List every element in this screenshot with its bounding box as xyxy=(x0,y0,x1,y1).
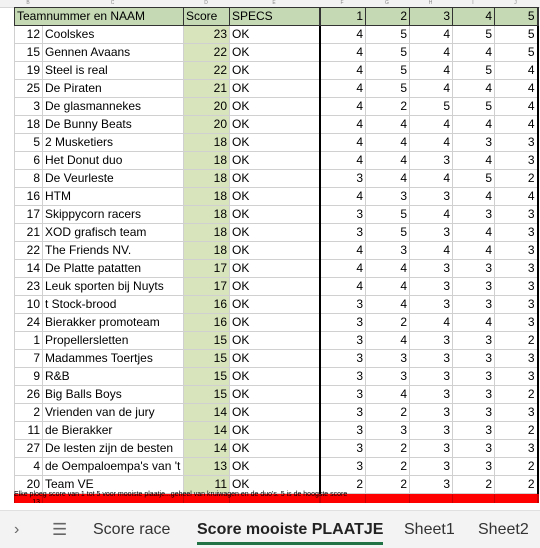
judge-score-cell[interactable]: 4 xyxy=(453,314,495,332)
judge-score-cell[interactable]: 3 xyxy=(453,278,495,296)
judge-score-cell[interactable]: 5 xyxy=(366,224,410,242)
judge-score-cell[interactable]: 3 xyxy=(453,260,495,278)
score-cell[interactable]: 17 xyxy=(184,278,230,296)
judge-score-cell[interactable]: 4 xyxy=(366,296,410,314)
column-letter[interactable]: B xyxy=(26,0,30,6)
judge-score-cell[interactable]: 4 xyxy=(366,332,410,350)
table-row xyxy=(15,26,538,44)
tab-score-race[interactable]: Score race xyxy=(93,521,171,538)
judge-score-cell[interactable]: 4 xyxy=(495,80,538,98)
judge-score-cell[interactable]: 4 xyxy=(495,188,538,206)
judge-score-cell[interactable]: 4 xyxy=(366,152,410,170)
table-row xyxy=(15,98,538,116)
table-row xyxy=(15,80,538,98)
team-name-cell[interactable]: t Stock-brood xyxy=(43,296,184,314)
specs-cell[interactable]: OK xyxy=(230,80,320,98)
judge-score-cell[interactable]: 3 xyxy=(320,422,366,440)
judge-score-cell[interactable]: 3 xyxy=(495,152,538,170)
column-letter[interactable]: F xyxy=(340,0,344,6)
judge-score-cell[interactable]: 4 xyxy=(453,44,495,62)
judge-score-cell[interactable]: 4 xyxy=(453,152,495,170)
team-name-cell[interactable]: Het Donut duo xyxy=(43,152,184,170)
judge-score-cell[interactable]: 2 xyxy=(366,404,410,422)
judge-score-cell[interactable]: 3 xyxy=(410,458,453,476)
judge-score-cell[interactable]: 3 xyxy=(453,134,495,152)
score-cell[interactable]: 18 xyxy=(184,242,230,260)
red-row-number[interactable]: 13 xyxy=(15,494,43,504)
judge-score-cell[interactable]: 3 xyxy=(320,332,366,350)
score-cell[interactable]: 15 xyxy=(184,386,230,404)
red-row-cell[interactable] xyxy=(410,494,453,504)
judge-score-cell[interactable]: 4 xyxy=(410,62,453,80)
judge-header-5[interactable]: 5 xyxy=(495,8,538,26)
table-row xyxy=(15,260,538,278)
judge-score-cell[interactable]: 3 xyxy=(320,404,366,422)
judge-score-cell[interactable]: 4 xyxy=(366,386,410,404)
score-cell[interactable]: 20 xyxy=(184,116,230,134)
judge-score-cell[interactable]: 3 xyxy=(410,278,453,296)
score-cell[interactable]: 16 xyxy=(184,296,230,314)
team-name-cell[interactable]: Coolskes xyxy=(43,26,184,44)
judge-score-cell[interactable]: 4 xyxy=(453,116,495,134)
judge-header-1[interactable]: 1 xyxy=(320,8,366,26)
column-letter[interactable]: C xyxy=(110,0,115,6)
judge-score-cell[interactable]: 5 xyxy=(366,44,410,62)
judge-score-cell[interactable]: 4 xyxy=(410,242,453,260)
team-number-cell[interactable]: 2 xyxy=(15,404,43,422)
specs-cell[interactable]: OK xyxy=(230,152,320,170)
specs-cell[interactable]: OK xyxy=(230,314,320,332)
judge-score-cell[interactable]: 2 xyxy=(495,170,538,188)
judge-score-cell[interactable]: 4 xyxy=(453,242,495,260)
judge-score-cell[interactable]: 3 xyxy=(320,296,366,314)
judge-score-cell[interactable]: 3 xyxy=(366,242,410,260)
judge-score-cell[interactable]: 3 xyxy=(453,386,495,404)
judge-score-cell[interactable]: 4 xyxy=(495,62,538,80)
team-number-cell[interactable]: 5 xyxy=(15,134,43,152)
judge-score-cell[interactable]: 3 xyxy=(410,476,453,494)
judge-score-cell[interactable]: 4 xyxy=(495,116,538,134)
team-number-cell[interactable]: 21 xyxy=(15,224,43,242)
team-name-cell[interactable]: R&B xyxy=(43,368,184,386)
specs-cell[interactable]: OK xyxy=(230,116,320,134)
team-name-cell[interactable]: The Friends NV. xyxy=(43,242,184,260)
team-name-cell[interactable]: De Veurleste xyxy=(43,170,184,188)
team-number-cell[interactable]: 8 xyxy=(15,170,43,188)
table-row xyxy=(15,206,538,224)
judge-score-cell[interactable]: 4 xyxy=(320,260,366,278)
judge-score-cell[interactable]: 2 xyxy=(495,476,538,494)
judge-score-cell[interactable]: 3 xyxy=(366,422,410,440)
team-name-cell[interactable]: de Bierakker xyxy=(43,422,184,440)
judge-score-cell[interactable]: 4 xyxy=(495,98,538,116)
judge-score-cell[interactable]: 4 xyxy=(320,98,366,116)
judge-score-cell[interactable]: 4 xyxy=(366,134,410,152)
specs-cell[interactable]: OK xyxy=(230,170,320,188)
judge-score-cell[interactable]: 3 xyxy=(410,404,453,422)
specs-cell[interactable]: OK xyxy=(230,62,320,80)
table-row xyxy=(15,278,538,296)
judge-score-cell[interactable]: 4 xyxy=(410,170,453,188)
team-number-cell[interactable]: 20 xyxy=(15,476,43,494)
team-name-cell[interactable]: 2 Musketiers xyxy=(43,134,184,152)
score-cell[interactable]: 18 xyxy=(184,224,230,242)
judge-score-cell[interactable]: 3 xyxy=(453,422,495,440)
judge-score-cell[interactable]: 5 xyxy=(366,26,410,44)
score-cell[interactable]: 13 xyxy=(184,458,230,476)
team-number-cell[interactable]: 1 xyxy=(15,332,43,350)
team-number-cell[interactable]: 26 xyxy=(15,386,43,404)
judge-score-cell[interactable]: 4 xyxy=(320,188,366,206)
team-name-cell[interactable]: HTM xyxy=(43,188,184,206)
table-row xyxy=(15,152,538,170)
judge-score-cell[interactable]: 4 xyxy=(320,242,366,260)
judge-score-cell[interactable]: 3 xyxy=(453,440,495,458)
score-cell[interactable]: 22 xyxy=(184,62,230,80)
team-name-cell[interactable]: Gennen Avaans xyxy=(43,44,184,62)
judge-score-cell[interactable]: 3 xyxy=(453,332,495,350)
column-letter[interactable]: J xyxy=(514,0,517,6)
judge-score-cell[interactable]: 4 xyxy=(410,134,453,152)
judge-score-cell[interactable]: 3 xyxy=(495,134,538,152)
red-row-cell[interactable] xyxy=(366,494,410,504)
judge-score-cell[interactable]: 4 xyxy=(453,80,495,98)
judge-score-cell[interactable]: 3 xyxy=(453,296,495,314)
judge-score-cell[interactable]: 3 xyxy=(453,206,495,224)
judge-score-cell[interactable]: 4 xyxy=(410,26,453,44)
specs-cell[interactable]: OK xyxy=(230,98,320,116)
judge-score-cell[interactable]: 4 xyxy=(410,44,453,62)
score-cell[interactable]: 18 xyxy=(184,188,230,206)
judge-score-cell[interactable]: 3 xyxy=(410,260,453,278)
judge-score-cell[interactable]: 3 xyxy=(495,278,538,296)
team-number-cell[interactable]: 17 xyxy=(15,206,43,224)
table-row xyxy=(15,440,538,458)
judge-score-cell[interactable]: 3 xyxy=(320,314,366,332)
judge-score-cell[interactable]: 4 xyxy=(410,116,453,134)
judge-score-cell[interactable]: 5 xyxy=(366,62,410,80)
table-row xyxy=(15,188,538,206)
column-letter[interactable]: D xyxy=(204,0,208,6)
team-name-cell[interactable]: Leuk sporten bij Nuyts xyxy=(43,278,184,296)
judge-score-cell[interactable]: 2 xyxy=(366,476,410,494)
team-number-cell[interactable]: 23 xyxy=(15,278,43,296)
team-name-cell[interactable]: De Platte patatten xyxy=(43,260,184,278)
table-row xyxy=(15,404,538,422)
judge-score-cell[interactable]: 3 xyxy=(495,404,538,422)
table-row xyxy=(15,170,538,188)
judge-score-cell[interactable]: 3 xyxy=(410,224,453,242)
specs-cell[interactable]: OK xyxy=(230,242,320,260)
judge-score-cell[interactable]: 3 xyxy=(320,206,366,224)
score-cell[interactable]: 15 xyxy=(184,368,230,386)
team-number-cell[interactable]: 18 xyxy=(15,116,43,134)
judge-score-cell[interactable]: 3 xyxy=(320,170,366,188)
judge-score-cell[interactable]: 5 xyxy=(366,206,410,224)
specs-cell[interactable]: OK xyxy=(230,386,320,404)
score-cell[interactable]: 14 xyxy=(184,440,230,458)
team-name-cell[interactable]: Steel is real xyxy=(43,62,184,80)
score-cell[interactable]: 11 xyxy=(184,476,230,494)
score-cell[interactable]: 18 xyxy=(184,152,230,170)
judge-score-cell[interactable]: 4 xyxy=(453,188,495,206)
judge-score-cell[interactable]: 3 xyxy=(495,242,538,260)
judge-score-cell[interactable]: 3 xyxy=(320,458,366,476)
team-number-cell[interactable]: 12 xyxy=(15,26,43,44)
judge-score-cell[interactable]: 5 xyxy=(453,98,495,116)
column-letter[interactable]: G xyxy=(385,0,389,6)
table-row xyxy=(15,386,538,404)
score-cell[interactable]: 14 xyxy=(184,422,230,440)
judge-score-cell[interactable]: 5 xyxy=(366,80,410,98)
score-cell[interactable]: 17 xyxy=(184,260,230,278)
header-row xyxy=(15,8,538,26)
table-row xyxy=(15,224,538,242)
score-header[interactable]: Score xyxy=(184,8,230,26)
specs-cell[interactable]: OK xyxy=(230,368,320,386)
table-row xyxy=(15,44,538,62)
table-row xyxy=(15,422,538,440)
team-name-cell[interactable]: Skippycorn racers xyxy=(43,206,184,224)
red-row-cell[interactable] xyxy=(495,494,538,504)
judge-score-cell[interactable]: 4 xyxy=(320,152,366,170)
judge-score-cell[interactable]: 3 xyxy=(320,440,366,458)
judge-score-cell[interactable]: 2 xyxy=(366,314,410,332)
team-name-cell[interactable]: De Piraten xyxy=(43,80,184,98)
specs-cell[interactable]: OK xyxy=(230,332,320,350)
judge-score-cell[interactable]: 3 xyxy=(366,368,410,386)
team-name-cell[interactable]: Team VE xyxy=(43,476,184,494)
judge-score-cell[interactable]: 4 xyxy=(366,116,410,134)
table-row xyxy=(15,332,538,350)
judge-score-cell[interactable]: 3 xyxy=(366,350,410,368)
judge-score-cell[interactable]: 3 xyxy=(410,368,453,386)
column-letter[interactable]: E xyxy=(272,0,276,6)
judge-score-cell[interactable]: 2 xyxy=(366,98,410,116)
judge-score-cell[interactable]: 4 xyxy=(410,80,453,98)
judge-score-cell[interactable]: 2 xyxy=(453,476,495,494)
team-name-cell[interactable]: De lesten zijn de besten xyxy=(43,440,184,458)
table-row xyxy=(15,368,538,386)
judge-score-cell[interactable]: 3 xyxy=(410,422,453,440)
score-cell[interactable]: 18 xyxy=(184,134,230,152)
judge-score-cell[interactable]: 2 xyxy=(366,440,410,458)
judge-score-cell[interactable]: 4 xyxy=(320,80,366,98)
judge-score-cell[interactable]: 2 xyxy=(495,422,538,440)
judge-score-cell[interactable]: 3 xyxy=(495,224,538,242)
team-number-cell[interactable]: 25 xyxy=(15,80,43,98)
team-number-cell[interactable]: 15 xyxy=(15,44,43,62)
judge-score-cell[interactable]: 4 xyxy=(366,278,410,296)
hamburger-menu-icon[interactable]: ☰ xyxy=(52,520,68,539)
team-number-cell[interactable]: 22 xyxy=(15,242,43,260)
judge-score-cell[interactable]: 3 xyxy=(410,296,453,314)
judge-score-cell[interactable]: 5 xyxy=(410,98,453,116)
judge-score-cell[interactable]: 3 xyxy=(453,458,495,476)
tab-score-mooiste-plaatje[interactable]: Score mooiste PLAATJE xyxy=(197,511,383,548)
judge-score-cell[interactable]: 3 xyxy=(320,386,366,404)
team-number-cell[interactable]: 7 xyxy=(15,350,43,368)
judge-score-cell[interactable]: 2 xyxy=(495,332,538,350)
judge-score-cell[interactable]: 4 xyxy=(320,44,366,62)
score-cell[interactable]: 14 xyxy=(184,404,230,422)
score-cell[interactable]: 20 xyxy=(184,98,230,116)
team-number-cell[interactable]: 16 xyxy=(15,188,43,206)
specs-cell[interactable]: OK xyxy=(230,458,320,476)
judge-score-cell[interactable]: 4 xyxy=(410,314,453,332)
judge-score-cell[interactable]: 3 xyxy=(320,350,366,368)
judge-score-cell[interactable]: 4 xyxy=(320,62,366,80)
specs-cell[interactable]: OK xyxy=(230,44,320,62)
table-row xyxy=(15,458,538,476)
specs-cell[interactable]: OK xyxy=(230,26,320,44)
score-cell[interactable]: 16 xyxy=(184,314,230,332)
score-cell[interactable]: 21 xyxy=(184,80,230,98)
judge-score-cell[interactable]: 4 xyxy=(320,278,366,296)
table-row xyxy=(15,350,538,368)
specs-cell[interactable]: OK xyxy=(230,260,320,278)
team-name-cell[interactable]: Big Balls Boys xyxy=(43,386,184,404)
tab-sheet2[interactable]: Sheet2 xyxy=(478,521,529,538)
team-name-cell[interactable]: Propellersletten xyxy=(43,332,184,350)
judge-score-cell[interactable]: 3 xyxy=(410,440,453,458)
judge-score-cell[interactable]: 5 xyxy=(453,26,495,44)
judge-score-cell[interactable]: 4 xyxy=(453,224,495,242)
team-number-cell[interactable]: 10 xyxy=(15,296,43,314)
table-row xyxy=(15,242,538,260)
judge-score-cell[interactable]: 4 xyxy=(320,26,366,44)
specs-cell[interactable]: OK xyxy=(230,188,320,206)
judge-score-cell[interactable]: 3 xyxy=(495,260,538,278)
team-name-cell[interactable]: Madammes Toertjes xyxy=(43,350,184,368)
team-name-cell[interactable]: De glasmannekes xyxy=(43,98,184,116)
specs-cell[interactable]: OK xyxy=(230,278,320,296)
team-number-cell[interactable]: 27 xyxy=(15,440,43,458)
judge-score-cell[interactable]: 3 xyxy=(495,350,538,368)
score-table[interactable] xyxy=(14,7,539,503)
specs-cell[interactable]: OK xyxy=(230,404,320,422)
judge-score-cell[interactable]: 2 xyxy=(495,458,538,476)
team-header[interactable]: Teamnummer en NAAM xyxy=(15,8,184,26)
judge-score-cell[interactable]: 5 xyxy=(495,26,538,44)
judge-score-cell[interactable]: 3 xyxy=(453,350,495,368)
score-cell[interactable]: 22 xyxy=(184,44,230,62)
table-row xyxy=(15,314,538,332)
column-letter[interactable]: H xyxy=(428,0,433,6)
team-number-cell[interactable]: 4 xyxy=(15,458,43,476)
score-cell[interactable]: 18 xyxy=(184,206,230,224)
team-name-cell[interactable]: Vrienden van de jury xyxy=(43,404,184,422)
table-row xyxy=(15,116,538,134)
judge-score-cell[interactable]: 3 xyxy=(453,368,495,386)
chevron-right-icon[interactable]: › xyxy=(14,521,20,538)
judge-score-cell[interactable]: 3 xyxy=(320,224,366,242)
judge-score-cell[interactable]: 3 xyxy=(495,368,538,386)
team-name-cell[interactable]: de Oempaloempa's van 't xyxy=(43,458,184,476)
judge-score-cell[interactable]: 3 xyxy=(366,188,410,206)
score-cell[interactable]: 23 xyxy=(184,26,230,44)
score-cell[interactable]: 15 xyxy=(184,332,230,350)
specs-cell[interactable]: OK xyxy=(230,134,320,152)
judge-score-cell[interactable]: 3 xyxy=(410,152,453,170)
specs-header[interactable]: SPECS xyxy=(230,8,320,26)
red-row-cell[interactable] xyxy=(453,494,495,504)
judge-score-cell[interactable]: 4 xyxy=(320,116,366,134)
specs-cell[interactable]: OK xyxy=(230,296,320,314)
judge-score-cell[interactable]: 4 xyxy=(320,134,366,152)
team-number-cell[interactable]: 6 xyxy=(15,152,43,170)
specs-cell[interactable]: OK xyxy=(230,206,320,224)
judge-score-cell[interactable]: 2 xyxy=(366,458,410,476)
specs-cell[interactable]: OK xyxy=(230,440,320,458)
specs-cell[interactable]: OK xyxy=(230,350,320,368)
judge-score-cell[interactable]: 3 xyxy=(495,206,538,224)
team-name-cell[interactable]: Bierakker promoteam xyxy=(43,314,184,332)
judge-score-cell[interactable]: 5 xyxy=(453,62,495,80)
judge-score-cell[interactable]: 4 xyxy=(410,206,453,224)
judge-score-cell[interactable]: 2 xyxy=(320,476,366,494)
column-letter[interactable]: I xyxy=(472,0,474,6)
team-number-cell[interactable]: 14 xyxy=(15,260,43,278)
team-number-cell[interactable]: 11 xyxy=(15,422,43,440)
judge-header-2[interactable]: 2 xyxy=(366,8,410,26)
judge-score-cell[interactable]: 3 xyxy=(410,332,453,350)
team-number-cell[interactable]: 3 xyxy=(15,98,43,116)
judge-score-cell[interactable]: 3 xyxy=(410,386,453,404)
judge-score-cell[interactable]: 3 xyxy=(410,188,453,206)
judge-score-cell[interactable]: 4 xyxy=(366,260,410,278)
specs-cell[interactable]: OK xyxy=(230,476,320,494)
specs-cell[interactable]: OK xyxy=(230,224,320,242)
team-name-cell[interactable]: XOD grafisch team xyxy=(43,224,184,242)
specs-cell[interactable]: OK xyxy=(230,422,320,440)
score-cell[interactable]: 15 xyxy=(184,350,230,368)
sheet-tab-bar xyxy=(0,510,540,548)
team-name-cell[interactable]: De Bunny Beats xyxy=(43,116,184,134)
judge-score-cell[interactable]: 2 xyxy=(495,386,538,404)
table-row xyxy=(15,134,538,152)
judge-score-cell[interactable]: 3 xyxy=(495,296,538,314)
judge-header-3[interactable]: 3 xyxy=(410,8,453,26)
scoring-note[interactable]: Elke ploeg score van 1 tot 5 voor mooiste plaatje...geheel van kruiwagen en de duo's. 5 is de hoogste score xyxy=(14,491,348,498)
score-cell[interactable]: 18 xyxy=(184,170,230,188)
tab-sheet1[interactable]: Sheet1 xyxy=(404,521,455,538)
table-row xyxy=(15,62,538,80)
judge-score-cell[interactable]: 5 xyxy=(453,170,495,188)
judge-score-cell[interactable]: 3 xyxy=(320,368,366,386)
judge-score-cell[interactable]: 4 xyxy=(366,170,410,188)
judge-score-cell[interactable]: 3 xyxy=(453,404,495,422)
judge-score-cell[interactable]: 3 xyxy=(495,440,538,458)
team-number-cell[interactable]: 24 xyxy=(15,314,43,332)
judge-score-cell[interactable]: 3 xyxy=(495,314,538,332)
judge-score-cell[interactable]: 3 xyxy=(410,350,453,368)
team-number-cell[interactable]: 9 xyxy=(15,368,43,386)
team-number-cell[interactable]: 19 xyxy=(15,62,43,80)
judge-score-cell[interactable]: 5 xyxy=(495,44,538,62)
table-row xyxy=(15,296,538,314)
judge-header-4[interactable]: 4 xyxy=(453,8,495,26)
